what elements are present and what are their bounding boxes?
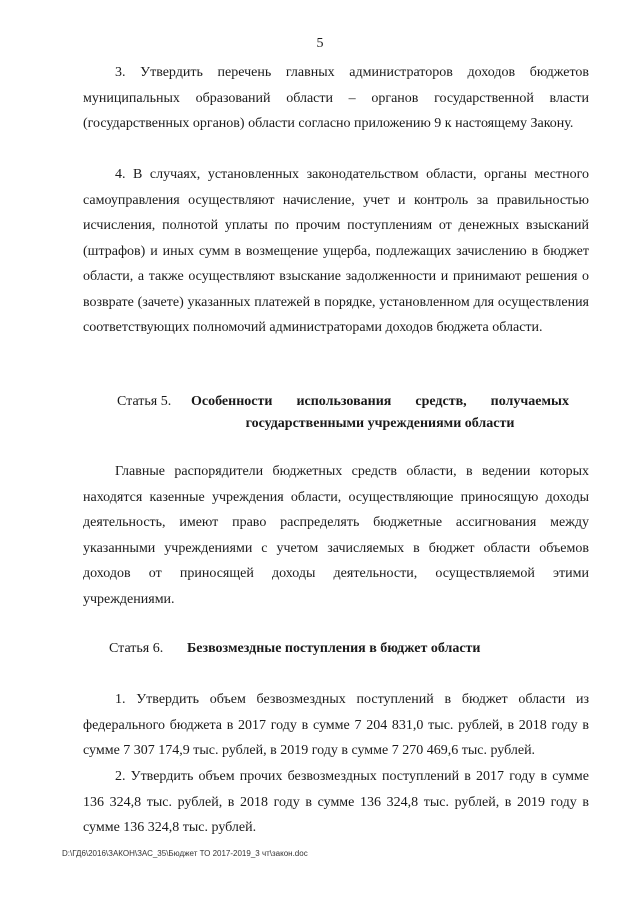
paragraph-3: 3. Утвердить перечень главных администраторов доходов бюджетов муниципальных образований области – органов государственной власти (государственных органов) области согласно приложению 9 к настоящему Закону. [83,65,589,131]
article-6-paragraph-1: 1. Утвердить объем безвозмездных поступлений в бюджет области из федерального бюджета в 2017 году в сумме 7 204 831,0 тыс. рублей, в 2018 году в сумме 7 307 174,9 тыс. рублей, в 2019 году в сумме 7 270 469,6 тыс. рублей. [83,692,589,758]
paragraph-4: 4. В случаях, установленных законодательством области, органы местного самоуправления осуществляют начисление, учет и контроль за правильностью исчисления, полнотой уплаты по прочим поступлениям от денежных взысканий (штрафов) и иных сумм в возмещение ущерба, подлежащих зачислению в бюджет области, а также осуществляют взыскание задолженности и принимают решения о возврате (зачете) указанных платежей в порядке, установленном для осуществления соответствующих полномочий администраторами доходов бюджета области. [83,167,589,335]
footer-file-path: D:\ГД6\2016\ЗАКОН\ЗАС_35\Бюджет ТО 2017-2019_3 чт\закон.doc [62,849,308,858]
article-5-body: Главные распорядители бюджетных средств области, в ведении которых находятся казенные учреждения области, осуществляющие приносящую доходы деятельность, имеют право распределять бюджетные ассигнования между указанными учреждениями с учетом зачисляемых в бюджет области объемов доходов от приносящей доходы деятельности, осуществляемой этими учреждениями. [83,464,589,607]
article-6-label: Статья 6. [109,641,164,656]
article-5-title: Особенности использования средств, получаемых государственными учреждениями области [191,394,569,431]
article-6-title: Безвозмездные поступления в бюджет области [187,641,481,656]
page-number: 5 [316,36,324,51]
article-5-label: Статья 5. [117,394,172,409]
article-6-paragraph-2: 2. Утвердить объем прочих безвозмездных поступлений в 2017 году в сумме 136 324,8 тыс. рублей, в 2018 году в сумме 136 324,8 тыс. рублей, в 2019 году в сумме 136 324,8 тыс. рублей. [83,769,589,835]
